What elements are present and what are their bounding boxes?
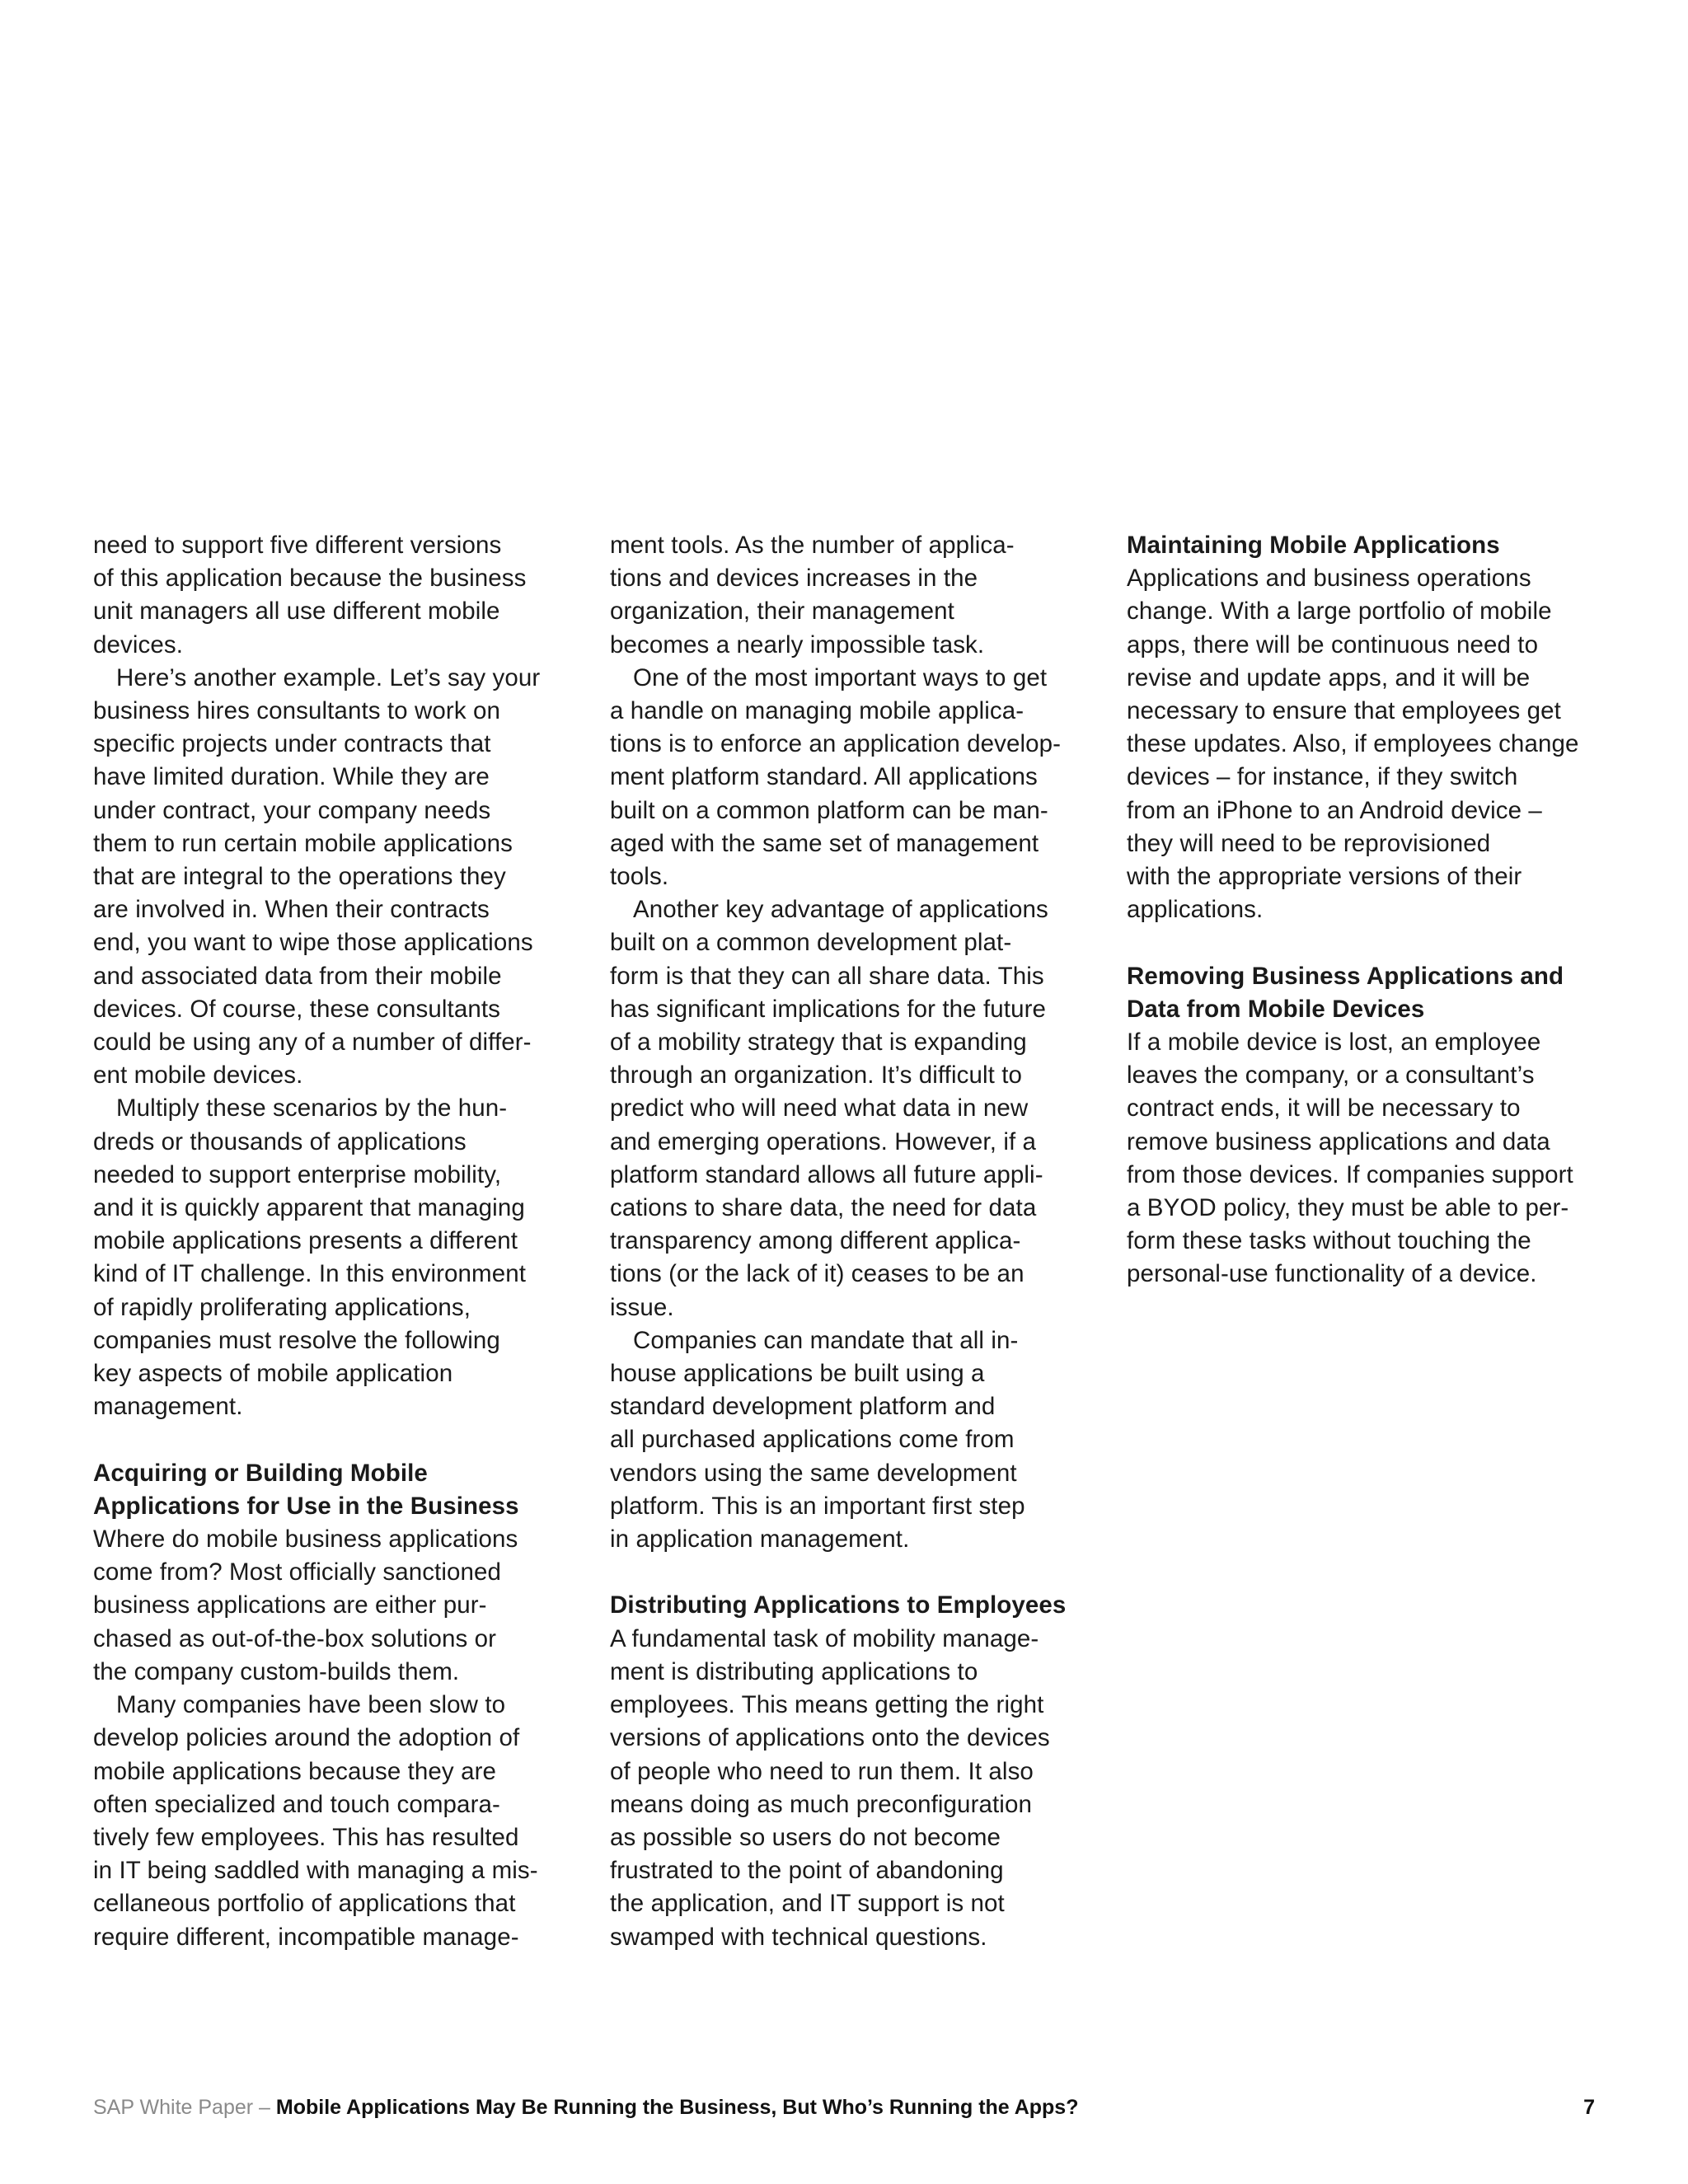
text-line: devices. xyxy=(93,630,184,658)
text-line: business hires consultants to work on xyxy=(93,697,500,725)
text-line: chased as out-of-the-box solutions or xyxy=(93,1624,497,1652)
text-line: aged with the same set of management xyxy=(610,829,1039,857)
text-line: Here’s another example. Let’s say your xyxy=(116,663,541,691)
text-line: applications. xyxy=(1127,896,1264,924)
text-line: form these tasks without touching the xyxy=(1127,1227,1531,1255)
text-line: leaves the company, or a consultant’s xyxy=(1127,1062,1535,1090)
text-line: specific projects under contracts that xyxy=(93,730,491,758)
text-line: them to run certain mobile applications xyxy=(93,829,513,857)
text-line: from those devices. If companies support xyxy=(1127,1160,1573,1188)
heading-line: Removing Business Applications and xyxy=(1127,962,1564,990)
text-line: tools. xyxy=(610,863,669,891)
text-line: platform standard allows all future appli- xyxy=(610,1160,1043,1188)
text-line: end, you want to wipe those applications xyxy=(93,929,533,957)
text-line: come from? Most officially sanctioned xyxy=(93,1558,502,1586)
text-line: through an organization. It’s difficult to xyxy=(610,1062,1023,1090)
text-line: remove business applications and data xyxy=(1127,1127,1550,1155)
section-spacer xyxy=(93,1423,555,1456)
text-line: Many companies have been slow to xyxy=(116,1691,506,1719)
text-line: with the appropriate versions of their xyxy=(1127,863,1522,891)
text-column-2 xyxy=(610,529,1071,1954)
text-line: in IT being saddled with managing a mis- xyxy=(93,1857,538,1885)
text-line: vendors using the same development xyxy=(610,1459,1017,1487)
text-line: unit managers all use different mobile xyxy=(93,598,500,626)
text-line: ent mobile devices. xyxy=(93,1062,303,1090)
text-line: frustrated to the point of abandoning xyxy=(610,1857,1004,1885)
text-line: ment is distributing applications to xyxy=(610,1657,978,1685)
text-line: tions and devices increases in the xyxy=(610,565,978,593)
section-heading xyxy=(93,1457,555,1523)
text-line: a handle on managing mobile applica- xyxy=(610,697,1025,725)
paragraph xyxy=(610,529,1071,662)
text-line: Where do mobile business applications xyxy=(93,1526,518,1554)
section-heading xyxy=(1127,529,1605,562)
text-line: of rapidly proliferating applications, xyxy=(93,1293,471,1321)
paragraph xyxy=(93,1092,555,1423)
heading-line: Data from Mobile Devices xyxy=(1127,995,1425,1023)
text-line: necessary to ensure that employees get xyxy=(1127,697,1561,725)
text-line: employees. This means getting the right xyxy=(610,1691,1044,1719)
page-footer xyxy=(93,2093,1595,2121)
text-column-3 xyxy=(1127,529,1605,1291)
footer-document-title: Mobile Applications May Be Running the Business, But Who’s Running the Apps? xyxy=(275,2096,1079,2119)
text-line: devices – for instance, if they switch xyxy=(1127,763,1518,791)
paragraph xyxy=(610,893,1071,1324)
text-line: have limited duration. While they are xyxy=(93,763,490,791)
text-line: often specialized and touch compara- xyxy=(93,1790,500,1818)
text-line: revise and update apps, and it will be xyxy=(1127,663,1531,691)
text-line: and associated data from their mobile xyxy=(93,962,502,990)
text-line: If a mobile device is lost, an employee xyxy=(1127,1029,1541,1057)
text-line: personal-use functionality of a device. xyxy=(1127,1260,1537,1288)
text-line: swamped with technical questions. xyxy=(610,1923,987,1951)
heading-line: Distributing Applications to Employees xyxy=(610,1591,1067,1619)
text-line: contract ends, it will be necessary to xyxy=(1127,1094,1521,1122)
paragraph xyxy=(610,1623,1071,1954)
text-line: ment tools. As the number of applica- xyxy=(610,532,1015,559)
text-line: One of the most important ways to get xyxy=(633,663,1048,691)
text-line: organization, their management xyxy=(610,598,954,626)
text-line: apps, there will be continuous need to xyxy=(1127,630,1539,658)
text-line: means doing as much preconfiguration xyxy=(610,1790,1032,1818)
text-line: cations to share data, the need for data xyxy=(610,1194,1037,1222)
text-line: that are integral to the operations they xyxy=(93,863,506,891)
text-line: under contract, your company needs xyxy=(93,796,491,824)
text-line: tions (or the lack of it) ceases to be an xyxy=(610,1260,1025,1288)
paragraph xyxy=(610,1324,1071,1556)
paragraph xyxy=(93,1689,555,1954)
text-line: management. xyxy=(93,1393,243,1421)
text-line: the application, and IT support is not xyxy=(610,1890,1005,1918)
text-line: Companies can mandate that all in- xyxy=(633,1326,1019,1354)
text-line: companies must resolve the following xyxy=(93,1326,500,1354)
text-line: becomes a nearly impossible task. xyxy=(610,630,985,658)
text-line: Another key advantage of applications xyxy=(633,896,1048,924)
text-line: predict who will need what data in new xyxy=(610,1094,1029,1122)
heading-line: Maintaining Mobile Applications xyxy=(1127,532,1500,559)
text-line: a BYOD policy, they must be able to per- xyxy=(1127,1194,1569,1222)
text-line: require different, incompatible manage- xyxy=(93,1923,519,1951)
text-line: key aspects of mobile application xyxy=(93,1360,453,1388)
text-line: all purchased applications come from xyxy=(610,1426,1015,1454)
text-line: built on a common platform can be man- xyxy=(610,796,1048,824)
text-line: ment platform standard. All applications xyxy=(610,763,1038,791)
text-line: has significant implications for the future xyxy=(610,995,1047,1023)
text-line: Multiply these scenarios by the hun- xyxy=(116,1094,508,1122)
text-line: and it is quickly apparent that managing xyxy=(93,1194,525,1222)
text-line: of people who need to run them. It also xyxy=(610,1757,1034,1785)
text-line: develop policies around the adoption of xyxy=(93,1724,520,1752)
text-line: Applications and business operations xyxy=(1127,565,1531,593)
text-line: built on a common development plat- xyxy=(610,929,1012,957)
text-line: could be using any of a number of differ- xyxy=(93,1029,532,1057)
text-line: business applications are either pur- xyxy=(93,1591,487,1619)
heading-line: Acquiring or Building Mobile xyxy=(93,1459,428,1487)
text-line: standard development platform and xyxy=(610,1393,996,1421)
text-line: as possible so users do not become xyxy=(610,1823,1001,1851)
page-number: 7 xyxy=(1583,2096,1595,2119)
text-line: and emerging operations. However, if a xyxy=(610,1127,1037,1155)
paragraph xyxy=(93,529,555,662)
text-line: change. With a large portfolio of mobile xyxy=(1127,598,1552,626)
text-line: tively few employees. This has resulted xyxy=(93,1823,519,1851)
section-heading xyxy=(1127,960,1605,1026)
text-line: in application management. xyxy=(610,1526,910,1554)
heading-line: Applications for Use in the Business xyxy=(93,1492,519,1520)
section-spacer xyxy=(1127,926,1605,959)
text-line: they will need to be reprovisioned xyxy=(1127,829,1491,857)
paragraph xyxy=(93,662,555,1093)
text-line: A fundamental task of mobility manage- xyxy=(610,1624,1039,1652)
text-line: transparency among different applica- xyxy=(610,1227,1021,1255)
text-line: the company custom-builds them. xyxy=(93,1657,460,1685)
text-line: needed to support enterprise mobility, xyxy=(93,1160,502,1188)
text-line: form is that they can all share data. This xyxy=(610,962,1044,990)
section-spacer xyxy=(610,1556,1071,1589)
paragraph xyxy=(93,1523,555,1689)
text-line: house applications be built using a xyxy=(610,1360,985,1388)
text-line: mobile applications presents a different xyxy=(93,1227,518,1255)
paragraph xyxy=(610,662,1071,893)
text-line: mobile applications because they are xyxy=(93,1757,497,1785)
paragraph xyxy=(1127,1026,1605,1291)
text-line: issue. xyxy=(610,1293,674,1321)
text-line: of a mobility strategy that is expanding xyxy=(610,1029,1027,1057)
footer-publication-label: SAP White Paper – xyxy=(93,2096,276,2119)
text-line: need to support five different versions xyxy=(93,532,502,559)
text-line: versions of applications onto the devices xyxy=(610,1724,1050,1752)
text-line: kind of IT challenge. In this environment xyxy=(93,1260,527,1288)
text-line: these updates. Also, if employees change xyxy=(1127,730,1579,758)
text-line: from an iPhone to an Android device – xyxy=(1127,796,1542,824)
paragraph xyxy=(1127,562,1605,926)
section-heading xyxy=(610,1589,1071,1622)
text-line: are involved in. When their contracts xyxy=(93,896,490,924)
text-line: cellaneous portfolio of applications that xyxy=(93,1890,516,1918)
text-line: tions is to enforce an application develop- xyxy=(610,730,1062,758)
text-line: devices. Of course, these consultants xyxy=(93,995,500,1023)
text-line: of this application because the business xyxy=(93,565,527,593)
text-column-1 xyxy=(93,529,555,1954)
text-line: platform. This is an important first step xyxy=(610,1492,1025,1520)
text-line: dreds or thousands of applications xyxy=(93,1127,467,1155)
